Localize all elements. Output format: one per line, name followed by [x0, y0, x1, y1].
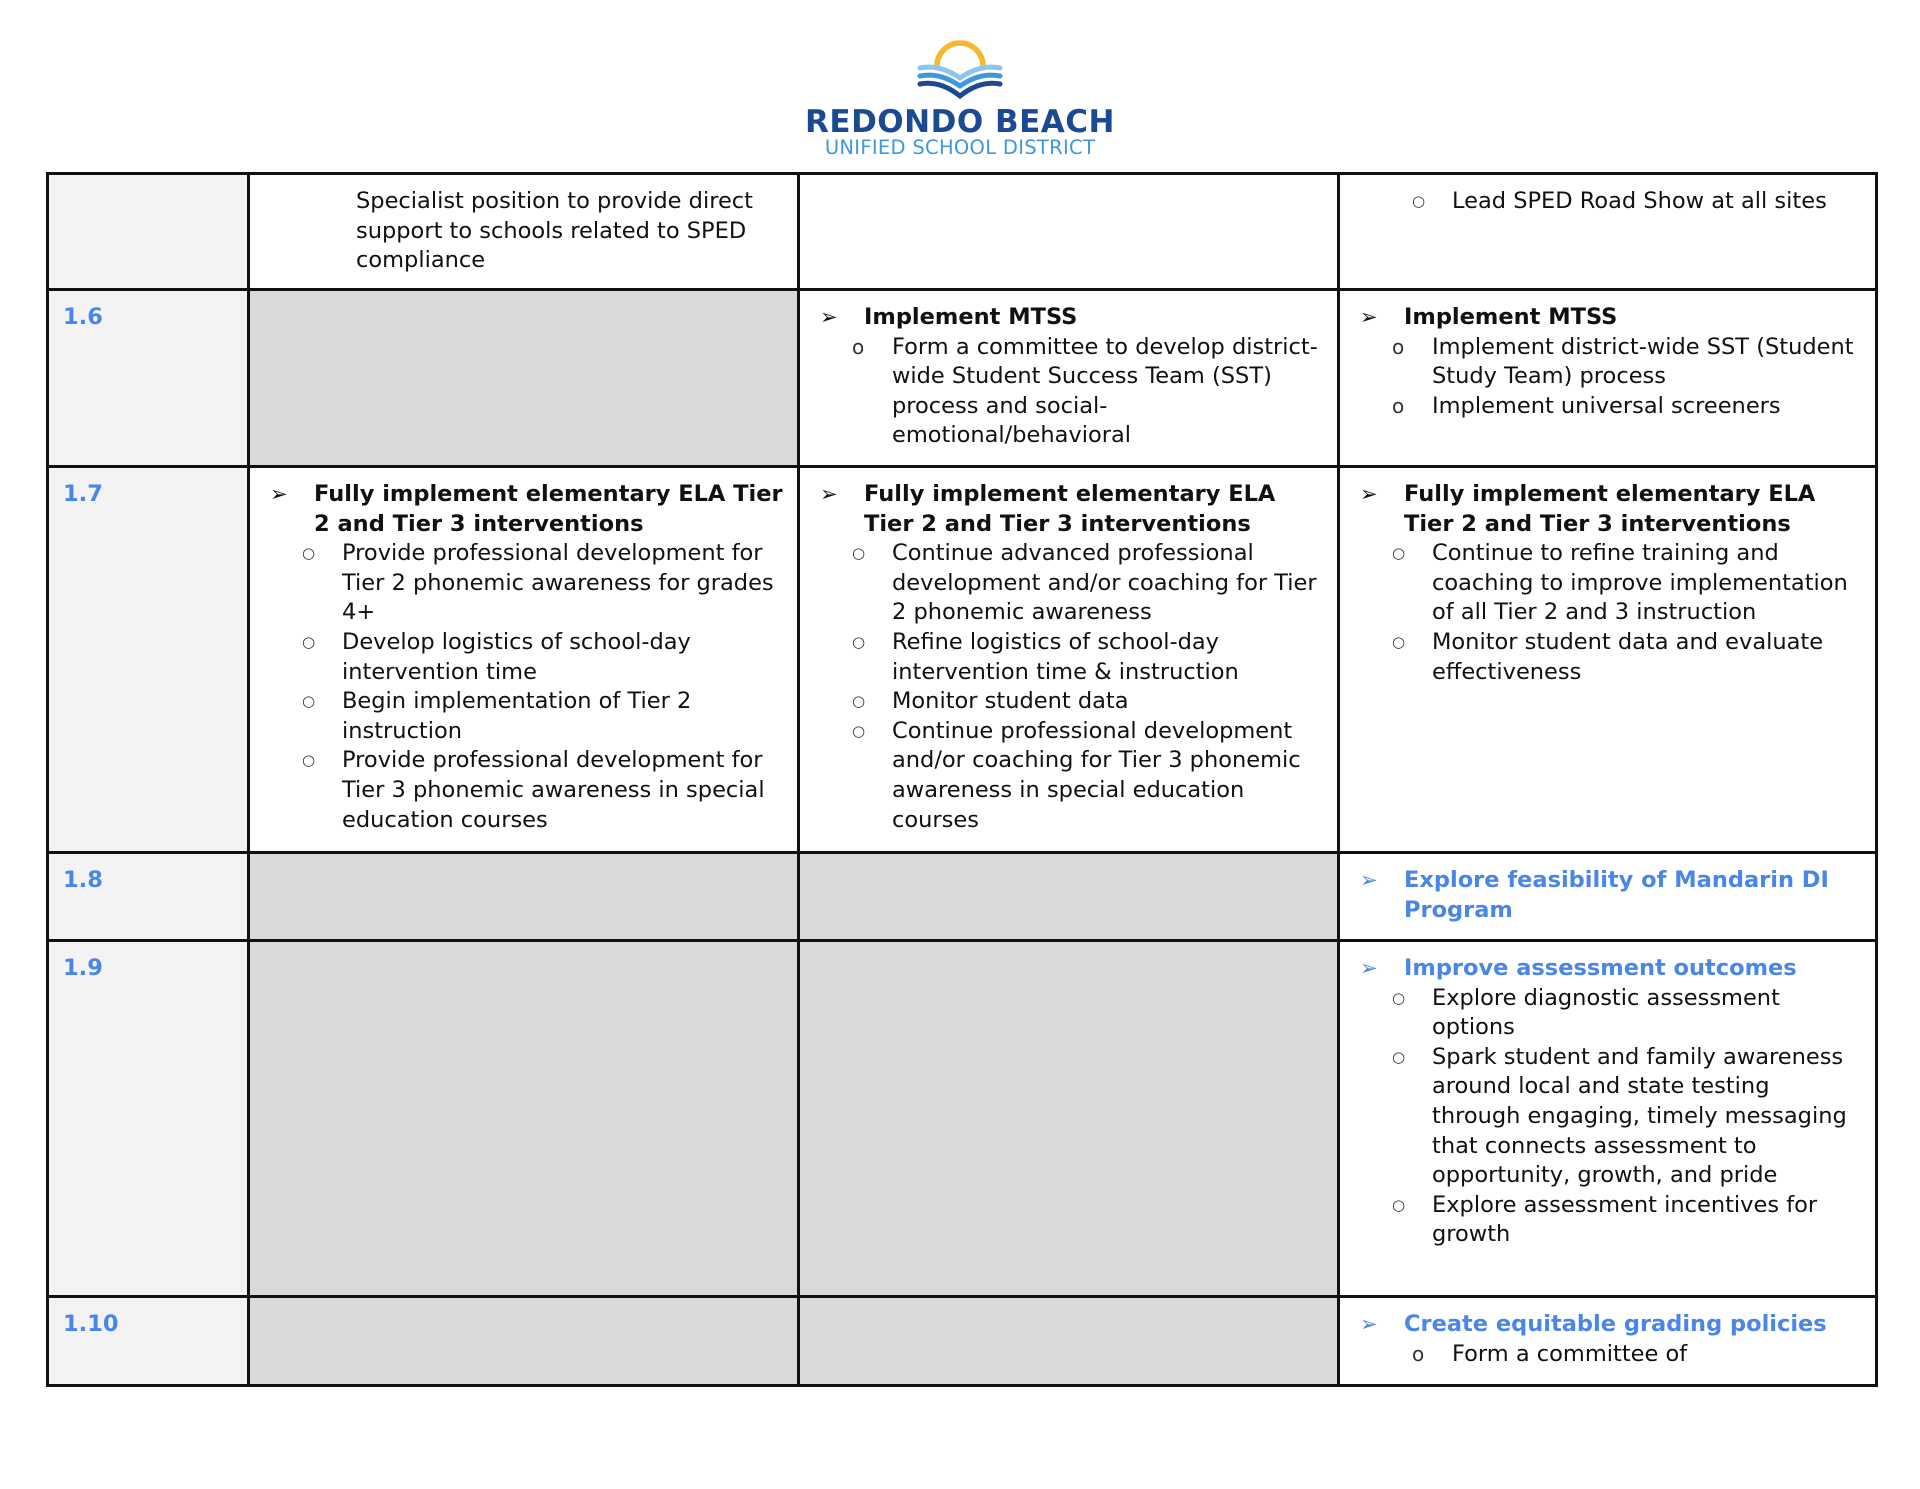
logo-subtitle: UNIFIED SCHOOL DISTRICT: [824, 136, 1096, 159]
hollow-circle-icon: ○: [302, 632, 316, 651]
plan-cell: [799, 467, 1339, 853]
sub-list: [1354, 539, 1861, 687]
table-row: [48, 174, 1877, 290]
goal-item: ➢ Implement MTSS: [1354, 303, 1861, 333]
plan-cell: [1339, 853, 1877, 941]
sun-book-logo-icon: [915, 40, 1005, 102]
hollow-circle-icon: ○: [1392, 632, 1406, 651]
list-item: ○ Provide professional development for Tier 3 phonemic awareness in special education courses: [264, 746, 783, 835]
sub-list: [1354, 187, 1861, 217]
list-item: ○ Continue advanced professional development and/or coaching for Tier 2 phonemic awareness: [814, 539, 1323, 628]
goal-item: ➢ Implement MTSS: [814, 303, 1323, 333]
goal-item: ➢ Fully implement elementary ELA Tier 2 and Tier 3 interventions: [1354, 480, 1861, 539]
list-item: o Form a committee to develop district-wide Student Success Team (SST) process and social-emotional/behavioral: [814, 333, 1323, 451]
goal-item: ➢ Fully implement elementary ELA Tier 2 and Tier 3 interventions: [814, 480, 1323, 539]
arrowhead-icon: ➢: [270, 482, 288, 506]
list-item: ○ Refine logistics of school-day intervention time & instruction: [814, 628, 1323, 687]
arrowhead-icon: ➢: [1360, 482, 1378, 506]
hollow-circle-icon: ○: [1412, 192, 1426, 210]
row-number-cell: 1.10: [48, 1297, 249, 1386]
sub-list: [814, 333, 1323, 451]
goal-item: ➢ Fully implement elementary ELA Tier 2 and Tier 3 interventions: [264, 480, 783, 539]
row-number-cell: 1.6: [48, 290, 249, 467]
row-number-cell: 1.9: [48, 941, 249, 1297]
hollow-circle-icon: o: [852, 334, 865, 359]
list-item: ○ Provide professional development for Tier 2 phonemic awareness for grades 4+: [264, 539, 783, 628]
arrowhead-icon: ➢: [820, 482, 838, 506]
list-item: ○ Develop logistics of school-day intervention time: [264, 628, 783, 687]
arrowhead-icon: ➢: [1360, 1312, 1378, 1336]
cell-text: Specialist position to provide direct support to schools related to SPED compliance: [356, 188, 754, 274]
arrowhead-icon: ➢: [1360, 868, 1378, 892]
hollow-circle-icon: ○: [852, 544, 866, 563]
hollow-circle-icon: ○: [852, 721, 866, 740]
goal-item: ➢ Create equitable grading policies: [1354, 1310, 1861, 1340]
list-item: ○ Lead SPED Road Show at all sites: [1354, 187, 1861, 217]
hollow-circle-icon: ○: [1392, 1195, 1406, 1214]
list-item: ○ Explore diagnostic assessment options: [1354, 984, 1861, 1043]
plan-cell-shaded: [249, 853, 799, 941]
table-row: [48, 467, 1877, 853]
hollow-circle-icon: ○: [302, 692, 316, 711]
list-item: o Implement universal screeners: [1354, 392, 1861, 422]
hollow-circle-icon: ○: [302, 751, 316, 770]
goal-item: ➢ Explore feasibility of Mandarin DI Program: [1354, 866, 1861, 925]
goal-item: ➢ Improve assessment outcomes: [1354, 954, 1861, 984]
district-logo: [0, 40, 1920, 158]
arrowhead-icon: ➢: [1360, 305, 1378, 329]
list-item: ○ Begin implementation of Tier 2 instruction: [264, 687, 783, 746]
list-item: ○ Spark student and family awareness around local and state testing through engaging, timely messaging that connects assessment to opportunity, growth, and pride: [1354, 1043, 1861, 1191]
row-number-cell: 1.7: [48, 467, 249, 853]
list-item: ○ Monitor student data and evaluate effectiveness: [1354, 628, 1861, 687]
sub-list: [1354, 1340, 1861, 1370]
list-item: o Form a committee of: [1354, 1340, 1861, 1370]
hollow-circle-icon: o: [1392, 393, 1405, 418]
table-row: [48, 853, 1877, 941]
plan-cell: [249, 467, 799, 853]
arrowhead-icon: ➢: [820, 305, 838, 329]
hollow-circle-icon: o: [1412, 1341, 1425, 1366]
plan-cell-shaded: [249, 941, 799, 1297]
table-row: [48, 941, 1877, 1297]
hollow-circle-icon: ○: [302, 544, 316, 563]
plan-cell-shaded: [799, 853, 1339, 941]
plan-cell: [1339, 467, 1877, 853]
list-item: ○ Explore assessment incentives for growth: [1354, 1191, 1861, 1250]
table-row: [48, 290, 1877, 467]
list-item: ○ Continue professional development and/or coaching for Tier 3 phonemic awareness in special education courses: [814, 717, 1323, 835]
plan-cell-empty: [799, 174, 1339, 290]
plan-cell: [1339, 290, 1877, 467]
hollow-circle-icon: ○: [1392, 1047, 1406, 1066]
plan-cell-shaded: [799, 941, 1339, 1297]
plan-cell-shaded: [799, 1297, 1339, 1386]
plan-cell: [799, 290, 1339, 467]
hollow-circle-icon: ○: [852, 632, 866, 651]
row-number-cell: [48, 174, 249, 290]
table-row: [48, 1297, 1877, 1386]
plan-cell: [1339, 1297, 1877, 1386]
list-item: o Implement district-wide SST (Student Study Team) process: [1354, 333, 1861, 392]
plan-cell-shaded: [249, 1297, 799, 1386]
arrowhead-icon: ➢: [1360, 956, 1378, 980]
plan-cell: [1339, 941, 1877, 1297]
list-item: ○ Continue to refine training and coaching to improve implementation of all Tier 2 and 3 instruction: [1354, 539, 1861, 628]
hollow-circle-icon: ○: [1392, 544, 1406, 563]
sub-list: [814, 539, 1323, 835]
plan-cell: [249, 174, 799, 290]
row-number-cell: 1.8: [48, 853, 249, 941]
hollow-circle-icon: o: [1392, 334, 1405, 359]
strategic-plan-table: [46, 172, 1878, 1387]
hollow-circle-icon: ○: [852, 692, 866, 711]
sub-list: [1354, 333, 1861, 422]
sub-list: [1354, 984, 1861, 1250]
hollow-circle-icon: ○: [1392, 988, 1406, 1007]
list-item: ○ Monitor student data: [814, 687, 1323, 717]
plan-cell-shaded: [249, 290, 799, 467]
sub-list: [264, 539, 783, 835]
plan-cell: [1339, 174, 1877, 290]
logo-title: REDONDO BEACH: [805, 104, 1115, 140]
